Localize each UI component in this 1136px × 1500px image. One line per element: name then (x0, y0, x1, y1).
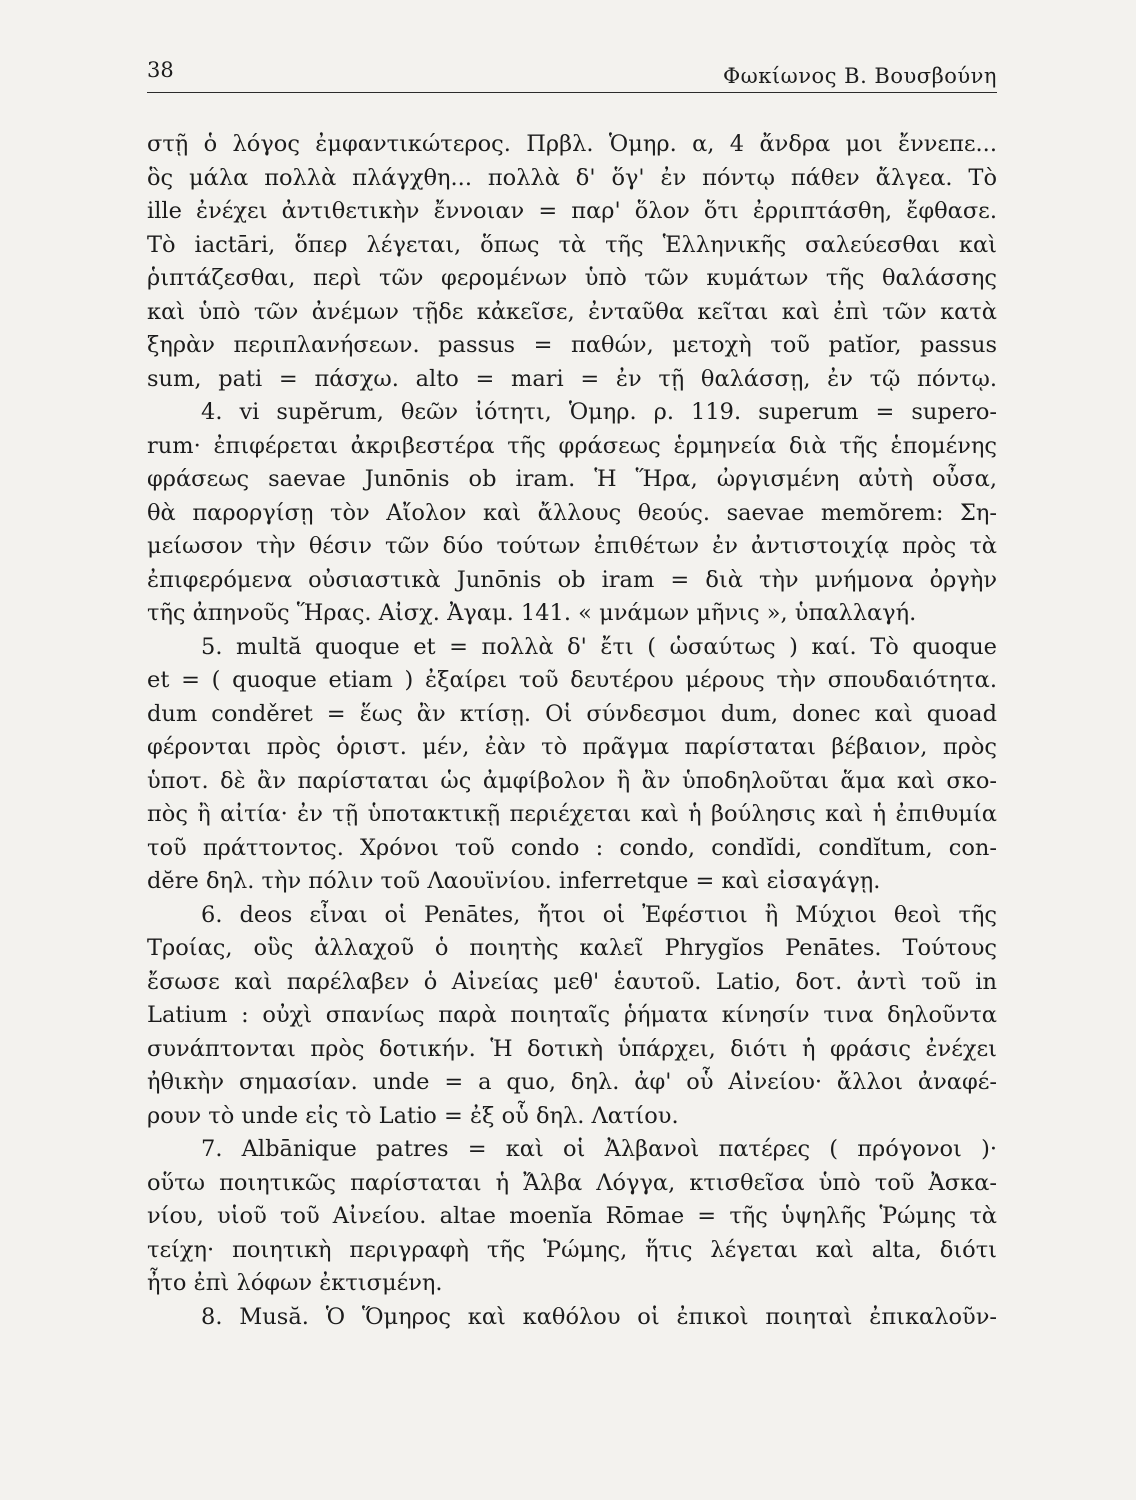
text-line: ille ἐνέχει ἀντιθετικὴν ἔννοιαν = παρ' ὅλον ὅτι ἐρριπτάσθη, ἔφθασε. (147, 198, 997, 224)
text-line: τείχη· ποιητικὴ περιγραφὴ τῆς Ῥώμης, ἥτις λέγεται καὶ alta, διότι (147, 1236, 997, 1263)
text-line: οὕτω ποιητικῶς παρίσταται ἡ Ἄλβα Λόγγα, κτισθεῖσα ὑπὸ τοῦ Ἀσκα- (147, 1169, 997, 1196)
text-line: Latium : οὐχὶ σπανίως παρὰ ποιηταῖς ῥήματα κίνησίν τινα δηλοῦντα (147, 1002, 997, 1028)
text-line: καὶ ὑπὸ τῶν ἀνέμων τῇδε κἀκεῖσε, ἐνταῦθα κεῖται καὶ ἐπὶ τῶν κατὰ (147, 298, 997, 325)
text-line: 6. deos εἶναι οἱ Penātes, ἤτοι οἱ Ἐφέστιοι ἢ Μύχιοι θεοὶ τῆς (201, 901, 997, 928)
running-head: Φωκίωνος Β. Βουσβούνη (722, 64, 997, 88)
text-line: rum· ἐπιφέρεται ἀκριβεστέρα τῆς φράσεως ἑρμηνεία διὰ τῆς ἑπομένης (147, 432, 997, 459)
text-line: 7. Albānique patres = καὶ οἱ Ἀλβανοὶ πατέρες ( πρόγονοι )· (201, 1136, 997, 1162)
text-line: πὸς ἢ αἰτία· ἐν τῇ ὑποτακτικῇ περιέχεται καὶ ἡ βούλησις καὶ ἡ ἐπιθυμία (147, 801, 997, 827)
text-line: Τροίας, οὓς ἀλλαχοῦ ὁ ποιητὴς καλεῖ Phrygĭos Penātes. Τούτους (147, 935, 997, 961)
text-line: τοῦ πράττοντος. Χρόνοι τοῦ condo : condo, condĭdi, condĭtum, con- (147, 834, 997, 861)
text-line: Τὸ iactāri, ὅπερ λέγεται, ὅπως τὰ τῆς Ἑλληνικῆς σαλεύεσθαι καὶ (147, 231, 997, 258)
text-line: et = ( quoque etiam ) ἐξαίρει τοῦ δευτέρου μέρους τὴν σπουδαιότητα. (147, 667, 997, 693)
text-line: φράσεως saevae Junōnis ob iram. Ἡ Ἥρα, ὠργισμένη αὐτὴ οὖσα, (147, 466, 997, 492)
text-line: ἦτο ἐπὶ λόφων ἐκτισμένη. (147, 1270, 443, 1296)
text-line: dum conděret = ἕως ἂν κτίσῃ. Οἱ σύνδεσμοι dum, donec καὶ quoad (147, 700, 997, 727)
text-line: ὃς μάλα πολλὰ πλάγχθη... πολλὰ δ' ὅγ' ἐν πόντῳ πάθεν ἄλγεα. Τὸ (147, 164, 997, 191)
text-line: μείωσον τὴν θέσιν τῶν δύο τούτων ἐπιθέτων ἐν ἀντιστοιχίᾳ πρὸς τὰ (147, 533, 997, 559)
text-line: ἐπιφερόμενα οὐσιαστικὰ Junōnis ob iram = διὰ τὴν μνήμονα ὀργὴν (147, 566, 997, 593)
text-line: sum, pati = πάσχω. alto = mari = ἐν τῇ θαλάσσῃ, ἐν τῷ πόντῳ. (147, 365, 997, 392)
text-line: ξηρὰν περιπλανήσεων. passus = παθών, μετοχὴ τοῦ patĭor, passus (147, 332, 997, 358)
body-text (147, 128, 997, 1334)
text-line: νίου, υἱοῦ τοῦ Αἰνείου. altae moenĭa Rōmae = τῆς ὑψηλῆς Ῥώμης τὰ (147, 1203, 997, 1229)
text-line: dĕre δηλ. τὴν πόλιν τοῦ Λαουϊνίου. inferretque = καὶ εἰσαγάγῃ. (147, 868, 881, 894)
text-line: ὑποτ. δὲ ἂν παρίσταται ὡς ἀμφίβολον ἢ ἂν ὑποδηλοῦται ἅμα καὶ σκο- (147, 767, 997, 794)
text-line: ἔσωσε καὶ παρέλαβεν ὁ Αἰνείας μεθ' ἑαυτοῦ. Latio, δοτ. ἀντὶ τοῦ in (147, 968, 997, 995)
text-line: 5. multă quoque et = πολλὰ δ' ἔτι ( ὡσαύτως ) καί. Τὸ quoque (201, 633, 997, 660)
text-line: ρουν τὸ unde εἰς τὸ Latio = ἐξ οὗ δηλ. Λατίου. (147, 1102, 679, 1129)
text-line: 8. Musă. Ὁ Ὅμηρος καὶ καθόλου οἱ ἐπικοὶ ποιηταὶ ἐπικαλοῦν- (201, 1303, 997, 1330)
text-line: συνάπτονται πρὸς δοτικήν. Ἡ δοτικὴ ὑπάρχει, διότι ἡ φράσις ἐνέχει (147, 1035, 997, 1062)
text-line: στῇ ὁ λόγος ἐμφαντικώτερος. Πρβλ. Ὁμηρ. α, 4 ἄνδρα μοι ἔννεπε... (147, 131, 997, 157)
page-number: 38 (147, 58, 174, 82)
page-header (147, 52, 997, 93)
text-line: θὰ παροργίσῃ τὸν Αἴολον καὶ ἄλλους θεούς. saevae memŏrem: Ση- (147, 499, 997, 526)
text-line: 4. vi supĕrum, θεῶν ἰότητι, Ὁμηρ. ρ. 119. superum = supero- (201, 399, 997, 425)
text-line: τῆς ἀπηνοῦς Ἥρας. Αἰσχ. Ἀγαμ. 141. « μνάμων μῆνις », ὑπαλλαγή. (147, 600, 917, 626)
text-line: φέρονται πρὸς ὁριστ. μέν, ἐὰν τὸ πρᾶγμα παρίσταται βέβαιον, πρὸς (147, 734, 997, 760)
text-line: ἠθικὴν σημασίαν. unde = a quo, δηλ. ἀφ' οὗ Αἰνείου· ἄλλοι ἀναφέ- (147, 1069, 997, 1095)
text-line: ῥιπτάζεσθαι, περὶ τῶν φερομένων ὑπὸ τῶν κυμάτων τῆς θαλάσσης (147, 265, 997, 291)
